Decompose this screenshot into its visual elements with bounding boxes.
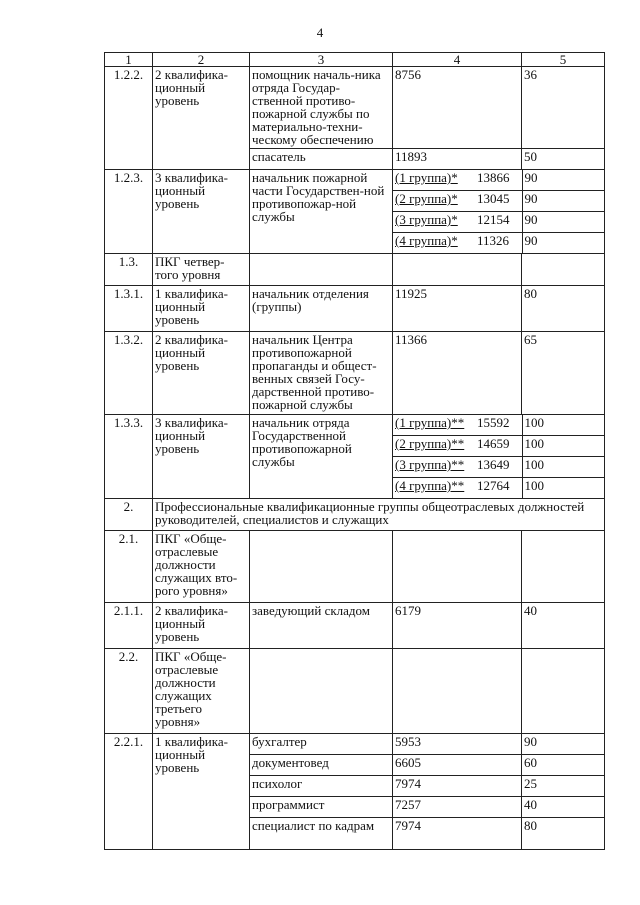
group-label: (1 группа)** bbox=[393, 415, 475, 436]
salary-value: 11925 bbox=[393, 286, 522, 332]
qualification-level: 2 квалифика-ционный уровень bbox=[153, 332, 250, 415]
row-number: 1.3.1. bbox=[105, 286, 153, 332]
salary-value: 13866 bbox=[475, 170, 522, 191]
percent-value: 100 bbox=[522, 457, 605, 478]
percent-value: 36 bbox=[522, 67, 605, 149]
percent-value: 100 bbox=[522, 415, 605, 436]
position-name: документовед bbox=[250, 755, 393, 776]
table-row bbox=[105, 649, 605, 734]
table-row bbox=[105, 286, 605, 332]
percent-value: 90 bbox=[522, 191, 605, 212]
percent-value: 40 bbox=[522, 603, 605, 649]
position-name: начальник пожарной части Государствен-ной противопожар-ной службы bbox=[250, 170, 393, 254]
percent-value: 50 bbox=[522, 149, 605, 170]
column-header: 4 bbox=[393, 53, 522, 67]
qualification-level: 3 квалифика-ционный уровень bbox=[153, 415, 250, 499]
qualification-level: 1 квалифика-ционный уровень bbox=[153, 734, 250, 850]
group-label: (4 группа)* bbox=[395, 233, 458, 248]
row-number: 2. bbox=[105, 499, 153, 531]
salary-value: 13649 bbox=[475, 457, 522, 478]
table-row bbox=[105, 499, 605, 531]
table-row bbox=[105, 67, 605, 149]
salary-value: 8756 bbox=[393, 67, 522, 149]
row-number: 2.1.1. bbox=[105, 603, 153, 649]
table-row bbox=[105, 415, 605, 499]
salary-value: 12154 bbox=[475, 212, 522, 233]
percent-value: 40 bbox=[522, 797, 605, 818]
qualification-level: 2 квалифика-ционный уровень bbox=[153, 603, 250, 649]
percent-value: 65 bbox=[522, 332, 605, 415]
group-label: (3 группа)** bbox=[393, 457, 475, 478]
group-label: (2 группа)** bbox=[393, 436, 475, 457]
section-title: Профессиональные квалификационные группы общеотраслевых должностей руководителей, специалистов и служащих bbox=[153, 499, 605, 531]
row-number: 2.2.1. bbox=[105, 734, 153, 850]
percent-value: 25 bbox=[522, 776, 605, 797]
percent-value: 90 bbox=[522, 212, 605, 233]
header-row bbox=[105, 53, 605, 67]
qualification-level: 1 квалифика-ционный уровень bbox=[153, 286, 250, 332]
group-title: ПКГ «Обще-отраслевые должности служащих вто-рого уровня» bbox=[153, 531, 250, 603]
column-header: 1 bbox=[105, 53, 153, 67]
table-row bbox=[105, 734, 605, 755]
page-number: 4 bbox=[316, 25, 324, 40]
position-name: спасатель bbox=[250, 149, 393, 170]
row-number: 1.3.3. bbox=[105, 415, 153, 499]
table-row bbox=[105, 603, 605, 649]
salary-value: 14659 bbox=[475, 436, 522, 457]
row-number: 1.2.2. bbox=[105, 67, 153, 170]
salary-value: 13045 bbox=[475, 191, 522, 212]
table-row bbox=[105, 254, 605, 286]
position-name: специалист по кадрам bbox=[250, 818, 393, 850]
salary-value: 7257 bbox=[393, 797, 522, 818]
table-row bbox=[105, 531, 605, 603]
column-header: 2 bbox=[153, 53, 250, 67]
qualification-level: 3 квалифика-ционный уровень bbox=[153, 170, 250, 254]
position-name: начальник отделения (группы) bbox=[250, 286, 393, 332]
group-subtable bbox=[393, 170, 605, 254]
percent-value: 80 bbox=[522, 818, 605, 850]
position-name: программист bbox=[250, 797, 393, 818]
percent-value: 90 bbox=[522, 170, 605, 191]
salary-value: 15592 bbox=[475, 415, 522, 436]
table-row bbox=[105, 332, 605, 415]
row-number: 1.2.3. bbox=[105, 170, 153, 254]
salary-table bbox=[104, 52, 605, 850]
salary-value: 11893 bbox=[393, 149, 522, 170]
percent-value: 60 bbox=[522, 755, 605, 776]
qualification-level: 2 квалифика-ционный уровень bbox=[153, 67, 250, 170]
salary-value: 5953 bbox=[393, 734, 522, 755]
group-label: (2 группа)* bbox=[393, 191, 475, 212]
table-row bbox=[105, 170, 605, 254]
group-subtable bbox=[393, 415, 605, 499]
column-header: 5 bbox=[522, 53, 605, 67]
position-name: заведующий складом bbox=[250, 603, 393, 649]
percent-value: 90 bbox=[524, 233, 538, 248]
position-name: психолог bbox=[250, 776, 393, 797]
salary-value: 11326 bbox=[475, 233, 522, 254]
row-number: 1.3. bbox=[105, 254, 153, 286]
row-number: 1.3.2. bbox=[105, 332, 153, 415]
row-number: 2.1. bbox=[105, 531, 153, 603]
percent-value: 100 bbox=[522, 436, 605, 457]
salary-value: 12764 bbox=[475, 478, 522, 499]
percent-value: 100 bbox=[524, 478, 544, 493]
salary-value: 7974 bbox=[393, 776, 522, 797]
position-name: начальник отряда Государственной противопожарной службы bbox=[250, 415, 393, 499]
salary-value: 7974 bbox=[393, 818, 522, 850]
column-header: 3 bbox=[250, 53, 393, 67]
group-label: (1 группа)* bbox=[393, 170, 475, 191]
salary-value: 11366 bbox=[393, 332, 522, 415]
salary-value: 6179 bbox=[393, 603, 522, 649]
position-name: начальник Центра противопожарной пропаганды и общест-венных связей Госу-дарственной противо-пожарной службы bbox=[250, 332, 393, 415]
group-title: ПКГ «Обще-отраслевые должности служащих третьего уровня» bbox=[153, 649, 250, 734]
group-label: (4 группа)** bbox=[395, 478, 465, 493]
position-name: помощник началь-ника отряда Государ-ственной противо-пожарной службы по материально-техни-ческому обеспечению bbox=[250, 67, 393, 149]
row-number: 2.2. bbox=[105, 649, 153, 734]
salary-value: 6605 bbox=[393, 755, 522, 776]
group-label: (3 группа)* bbox=[393, 212, 475, 233]
percent-value: 90 bbox=[522, 734, 605, 755]
group-title: ПКГ четвер-того уровня bbox=[153, 254, 250, 286]
percent-value: 80 bbox=[522, 286, 605, 332]
position-name: бухгалтер bbox=[250, 734, 393, 755]
